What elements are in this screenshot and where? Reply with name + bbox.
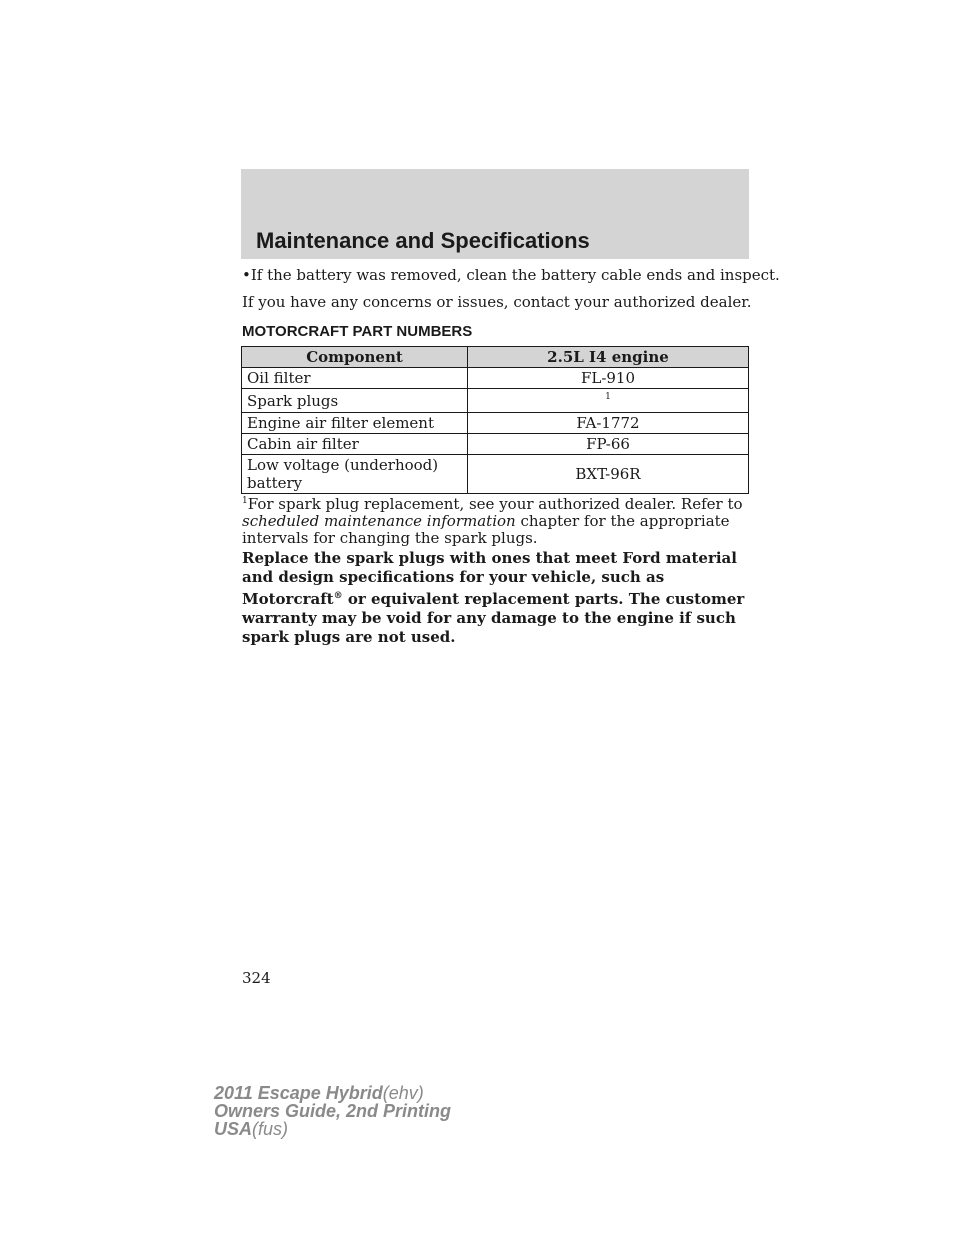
footnote-text-end: chapter for the appropriate intervals for changing the spark plugs. xyxy=(242,512,730,547)
part-number-cell: FP-66 xyxy=(468,434,749,455)
component-cell: Oil filter xyxy=(242,368,468,389)
component-line: battery xyxy=(247,474,303,492)
warning-text: Replace the spark plugs with ones that meet Ford material and design specifications for your vehicle, such as Motorcraft xyxy=(242,549,737,608)
footnote xyxy=(242,493,752,547)
part-numbers-heading: MOTORCRAFT PART NUMBERS xyxy=(242,323,473,340)
component-line: Low voltage (underhood) xyxy=(247,456,439,474)
footnote-text: For spark plug replacement, see your authorized dealer. Refer to xyxy=(247,495,743,513)
registered-mark: ® xyxy=(333,591,343,601)
footer-market-code: (fus) xyxy=(252,1119,289,1139)
footer-model: 2011 Escape Hybrid xyxy=(214,1083,383,1103)
page-number: 324 xyxy=(242,969,271,987)
footer-printing: Owners Guide, 2nd Printing xyxy=(214,1101,452,1121)
table-row xyxy=(242,413,749,434)
component-cell xyxy=(242,455,468,494)
contact-paragraph: If you have any concerns or issues, contact your authorized dealer. xyxy=(242,293,752,311)
component-cell: Engine air filter element xyxy=(242,413,468,434)
table-row xyxy=(242,434,749,455)
table-row xyxy=(242,368,749,389)
footer-market: USA xyxy=(214,1119,253,1139)
footnote-marker: 1 xyxy=(242,496,248,506)
table-header-row xyxy=(242,347,749,368)
table-row xyxy=(242,455,749,494)
part-numbers-table xyxy=(241,346,749,494)
part-number-cell: BXT-96R xyxy=(468,455,749,494)
header-component: Component xyxy=(242,347,468,368)
footnote-marker: 1 xyxy=(605,392,611,402)
footer-line xyxy=(214,1084,451,1102)
chapter-reference: scheduled maintenance information xyxy=(242,512,516,530)
header-engine: 2.5L I4 engine xyxy=(468,347,749,368)
component-cell: Spark plugs xyxy=(242,389,468,413)
warning-paragraph xyxy=(242,549,752,647)
part-number-cell: FA-1772 xyxy=(468,413,749,434)
footer-line xyxy=(214,1120,451,1138)
part-number-cell xyxy=(468,389,749,413)
warning-text-end: or equivalent replacement parts. The customer warranty may be void for any damage to the engine if such spark plugs are not used. xyxy=(242,590,745,646)
part-number-cell: FL-910 xyxy=(468,368,749,389)
table-row xyxy=(242,389,749,413)
section-title: Maintenance and Specifications xyxy=(256,228,590,253)
footer-model-code: (ehv) xyxy=(382,1083,424,1103)
component-cell: Cabin air filter xyxy=(242,434,468,455)
footer-imprint xyxy=(214,1084,451,1138)
bullet-item: •If the battery was removed, clean the battery cable ends and inspect. xyxy=(242,266,780,284)
